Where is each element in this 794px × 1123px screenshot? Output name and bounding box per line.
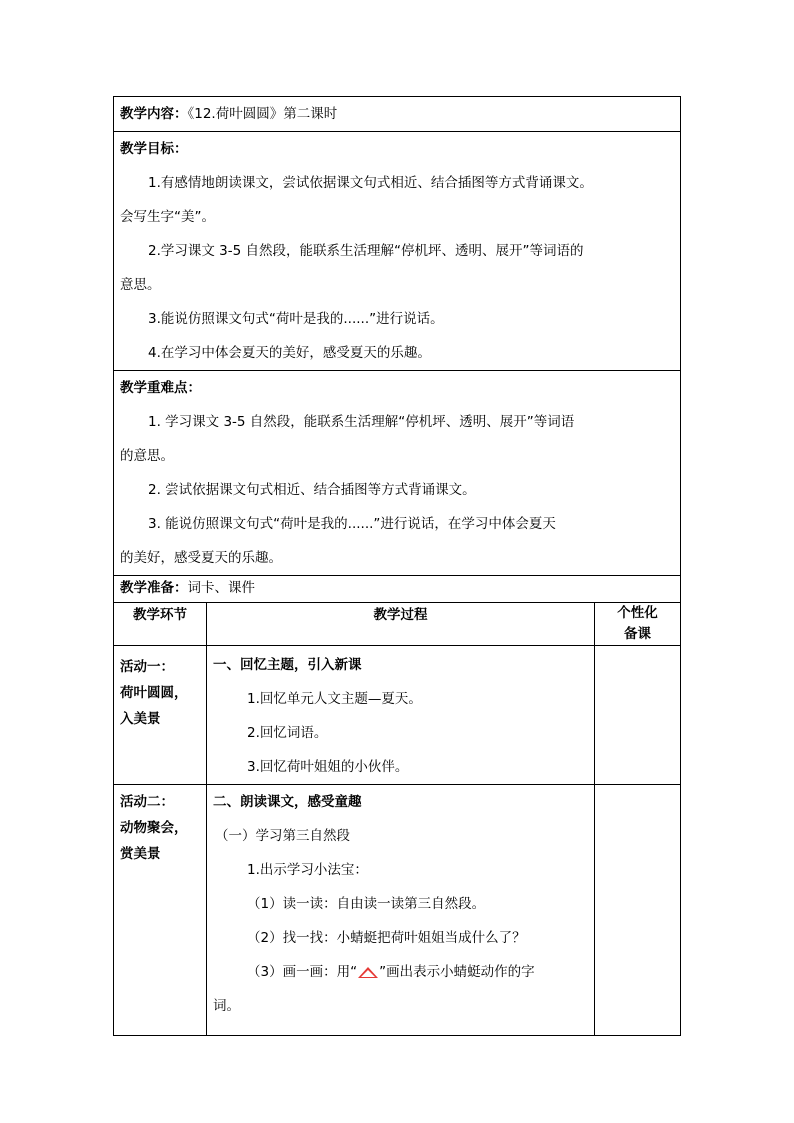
lesson-plan-table	[113, 96, 681, 1036]
activity-label-line: 活动二：	[120, 794, 174, 810]
goal-line: 1.有感情地朗读课文，尝试依据课文句式相近、结合插图等方式背诵课文。	[148, 175, 593, 191]
goals-row	[114, 132, 681, 371]
activity-step: （1）读一读：自由读一读第三自然段。	[247, 896, 486, 912]
goal-line: 4.在学习中体会夏天的美好，感受夏天的乐趣。	[148, 345, 431, 361]
activity-heading: 一、回忆主题，引入新课	[213, 657, 362, 673]
table-header-row	[114, 603, 681, 646]
header-process: 教学过程	[207, 603, 595, 646]
content-value: 《12.荷叶圆圆》第二课时	[187, 106, 338, 122]
prep-value: 词卡、课件	[187, 580, 255, 596]
key-point-line: 的美好，感受夏天的乐趣。	[120, 550, 282, 566]
activity-label-line: 活动一：	[120, 659, 174, 675]
activity-step: 1.回忆单元人文主题—夏天。	[247, 691, 422, 707]
content-row	[114, 97, 681, 132]
activity-row	[114, 785, 681, 1036]
content-label: 教学内容：	[120, 106, 188, 122]
activity-row	[114, 646, 681, 785]
activity-subheading: （一）学习第三自然段	[215, 828, 350, 844]
activity-label-line: 动物聚会，	[120, 820, 188, 836]
goal-line: 意思。	[120, 277, 161, 293]
header-personal-line1: 个性化	[617, 605, 658, 621]
goals-label: 教学目标：	[120, 141, 188, 157]
key-points-row	[114, 371, 681, 576]
activity-label-line: 入美景	[120, 711, 161, 727]
key-point-line: 3. 能说仿照课文句式“荷叶是我的......”进行说话，在学习中体会夏天	[148, 516, 556, 532]
key-point-line: 1. 学习课文 3-5 自然段，能联系生活理解“停机坪、透明、展开”等词语	[148, 414, 575, 430]
lesson-plan-page	[113, 96, 680, 1036]
activity-label-line: 荷叶圆圆，	[120, 685, 188, 701]
header-stage: 教学环节	[114, 603, 207, 646]
activity-heading: 二、朗读课文，感受童趣	[213, 794, 362, 810]
header-personal	[595, 603, 681, 646]
draw-prefix: （3）画一画：用“	[247, 964, 358, 980]
key-point-line: 2. 尝试依据课文句式相近、结合插图等方式背诵课文。	[148, 482, 476, 498]
activity-step-tail: 词。	[213, 998, 240, 1014]
personal-notes-cell	[595, 646, 681, 785]
activity-step: （2）找一找：小蜻蜓把荷叶姐姐当成什么了？	[247, 930, 526, 946]
triangle-icon	[358, 967, 378, 978]
goal-line: 2.学习课文 3-5 自然段，能联系生活理解“停机坪、透明、展开”等词语的	[148, 243, 584, 259]
header-personal-line2: 备课	[624, 626, 652, 642]
goal-line: 会写生字“美”。	[120, 209, 215, 225]
prep-label: 教学准备：	[120, 580, 188, 596]
key-point-line: 的意思。	[120, 448, 174, 464]
activity-step: 3.回忆荷叶姐姐的小伙伴。	[247, 759, 409, 775]
draw-suffix: ”画出表示小蜻蜓动作的字	[379, 964, 535, 980]
activity-label-line: 赏美景	[120, 846, 161, 862]
personal-notes-cell	[595, 785, 681, 1036]
activity-step: 1.出示学习小法宝：	[247, 862, 368, 878]
prep-row	[114, 576, 681, 603]
activity-step-draw	[213, 955, 588, 989]
key-points-label: 教学重难点：	[120, 380, 201, 396]
activity-step: 2.回忆词语。	[247, 725, 328, 741]
goal-line: 3.能说仿照课文句式“荷叶是我的......”进行说话。	[148, 311, 444, 327]
